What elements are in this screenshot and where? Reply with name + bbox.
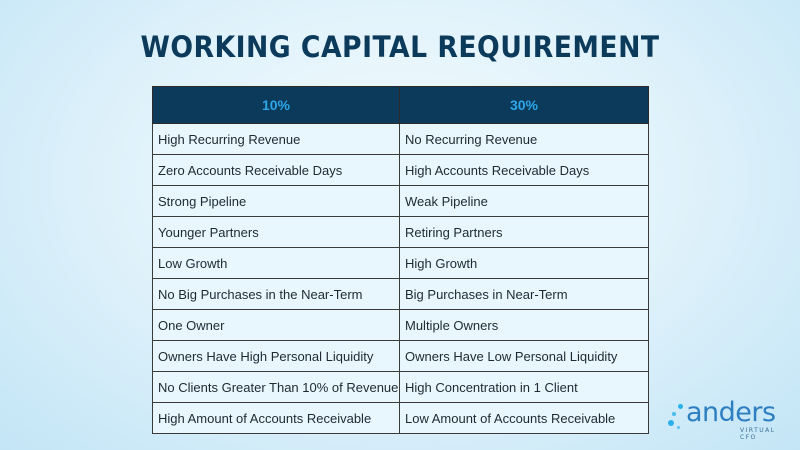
table-cell: One Owner bbox=[153, 310, 400, 341]
anders-logo bbox=[668, 397, 790, 441]
table-cell: Low Growth bbox=[153, 248, 400, 279]
table-cell: No Recurring Revenue bbox=[400, 124, 649, 155]
logo-wordmark: anders bbox=[686, 397, 776, 428]
column-header-30-percent: 30% bbox=[400, 87, 649, 124]
column-header-10-percent: 10% bbox=[153, 87, 400, 124]
table-row bbox=[153, 186, 649, 217]
table-row bbox=[153, 403, 649, 434]
table-row bbox=[153, 310, 649, 341]
table-row bbox=[153, 217, 649, 248]
table-cell: No Big Purchases in the Near-Term bbox=[153, 279, 400, 310]
page-title: WORKING CAPITAL REQUIREMENT bbox=[140, 30, 660, 64]
logo-tagline: VIRTUAL CFO bbox=[740, 427, 776, 441]
table-row bbox=[153, 341, 649, 372]
table-cell: Multiple Owners bbox=[400, 310, 649, 341]
table-cell: High Concentration in 1 Client bbox=[400, 372, 649, 403]
table-cell: High Amount of Accounts Receivable bbox=[153, 403, 400, 434]
table-row bbox=[153, 372, 649, 403]
requirement-table bbox=[152, 86, 649, 434]
table-header-row bbox=[153, 87, 649, 124]
table-cell: Retiring Partners bbox=[400, 217, 649, 248]
logo-dots-icon bbox=[668, 420, 674, 426]
logo-dots-icon bbox=[677, 426, 680, 429]
table-row bbox=[153, 279, 649, 310]
table-cell: Zero Accounts Receivable Days bbox=[153, 155, 400, 186]
table-row bbox=[153, 248, 649, 279]
table-cell: Weak Pipeline bbox=[400, 186, 649, 217]
table-row bbox=[153, 124, 649, 155]
table-cell: High Growth bbox=[400, 248, 649, 279]
table-cell: No Clients Greater Than 10% of Revenue bbox=[153, 372, 400, 403]
table-cell: Strong Pipeline bbox=[153, 186, 400, 217]
table-cell: Owners Have Low Personal Liquidity bbox=[400, 341, 649, 372]
table-row bbox=[153, 155, 649, 186]
table-cell: High Recurring Revenue bbox=[153, 124, 400, 155]
logo-dots-icon bbox=[678, 404, 683, 409]
table-cell: Younger Partners bbox=[153, 217, 400, 248]
table-cell: High Accounts Receivable Days bbox=[400, 155, 649, 186]
table-cell: Big Purchases in Near-Term bbox=[400, 279, 649, 310]
table-cell: Owners Have High Personal Liquidity bbox=[153, 341, 400, 372]
table-cell: Low Amount of Accounts Receivable bbox=[400, 403, 649, 434]
logo-dots-icon bbox=[672, 412, 676, 416]
